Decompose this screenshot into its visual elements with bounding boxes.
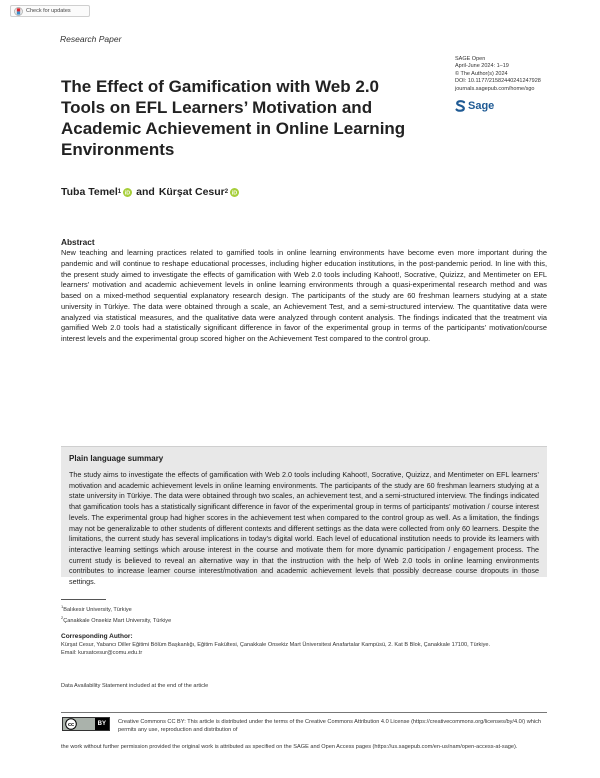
svg-text:cc: cc: [67, 722, 75, 729]
license-divider: [61, 712, 547, 713]
affiliations: [61, 603, 171, 625]
author-conjunction: and: [136, 186, 155, 198]
journal-copyright: © The Author(s) 2024: [455, 70, 508, 77]
plain-language-summary-box: [61, 446, 547, 587]
sage-s-icon: [455, 100, 466, 112]
check-for-updates-badge[interactable]: [10, 5, 90, 17]
journal-issue: April-June 2024: 1–19: [455, 63, 509, 70]
corresponding-email[interactable]: Email: kursatcesur@comu.edu.tr: [61, 650, 143, 656]
author-name: Kürşat Cesur: [158, 186, 225, 198]
journal-url[interactable]: journals.sagepub.com/home/sgo: [455, 85, 535, 92]
svg-text:iD: iD: [231, 189, 238, 196]
journal-name: SAGE Open: [455, 56, 486, 62]
orcid-icon[interactable]: [230, 188, 239, 197]
sage-logo-text: Sage: [468, 100, 495, 112]
sage-logo: [455, 100, 494, 112]
license-text: Creative Commons CC BY: This article is distributed under the terms of the Creative Commons Attribution 4.0 License (https://creativecommons.org/licenses/by/4.0/) which permits any use, reproduction and distribution of: [118, 719, 542, 734]
author-name: Tuba Temel: [61, 186, 118, 198]
corresponding-address: Kürşat Cesur, Yabancı Diller Eğitimi Bölüm Başkanlığı, Eğitim Fakültesi, Çanakkale Onsekiz Mart Üniversitesi Anafartalar Kampüsü, 2. Kat B Blok, Çanakkale 17100, Türkiye.: [61, 642, 491, 648]
plain-summary-text: The study aims to investigate the effects of gamification with Web 2.0 tools including Kahoot!, Socrative, Quizizz, and Mentimeter on EFL learners’ motivation and academic achievement levels in online learning environments. The participants of the study are 60 freshman learners studying at a state university in Türkiye. The data were obtained through two scales, an achievement test, and a semi-structured interview. The findings indicated that gamification tools has a statistically significant difference in favor of the experimental group in terms of participants’ motivation / course interest levels. The experimental group had higher scores in the achievement test when compared to the control group as well. As a limitation, the findings may not be generalizable to other students of different contexts and different settings as the data were collected from only 60 learners. Despite the limitations, the current study has several implications in today’s digital world. Each level of educational institution needs to provide its learners with interactive learning settings which arouse interest in the course and motivate them for more dynamic participation / engagement process. The current study is believed to reveal an alternative way in that the instruction with the help of Web 2.0 tools in online learning environments contributes to increase learner course interest/motivation and academic achievement levels that possibly decrease course dropouts in those settings.: [69, 470, 539, 587]
journal-doi[interactable]: DOI: 10.1177/21582440241247928: [455, 78, 541, 85]
corresponding-author: [61, 633, 547, 657]
affiliation-item: $^2$Çanakkale Onsekiz Mart University, Türkiye: [61, 614, 172, 624]
footnote-divider: [61, 599, 106, 600]
affiliation-item: $^1$Balıkesir University, Türkiye: [61, 604, 132, 613]
data-availability-note: Data Availability Statement included at the end of the article: [61, 683, 209, 689]
abstract-text: New teaching and learning practices related to gamified tools in online learning environments have become even more important during the pandemic and will continue to reshape educational processes, including higher education institutions, in the post-pandemic period. In line with this, the present study aimed to investigate the effects of gamification with Web 2.0 tools including Kahoot!, Socrative, Quizizz, and Mentimeter on EFL learners’ motivation and academic achievement levels in online learning environments through a quasi-experimental research method and was based on a mixed-method sequential explanatory research design. The participants of the study are 60 freshman learners studying at a state university in Türkiye. The data were obtained through a scale, an Achievement Test, and a semi-structured interview. The quantitative data were analyzed via statistical measures, and the qualitative data were analyzed through content analysis. The findings indicated that the treatment via gamified Web 2.0 tools had a statistically significant difference in favor of the experimental group in terms of the participants’ motivation/course interest levels and the experimental group scored higher on the Achievement Test compared to the control group.: [61, 248, 547, 343]
plain-summary-heading: Plain language summary: [69, 454, 164, 463]
author-list: Tuba Temel 1 iD and Kürşat Cesur 2 iD: [61, 186, 238, 198]
abstract-heading: Abstract: [61, 237, 95, 247]
abstract-section: [61, 237, 547, 345]
creative-commons-icon: [65, 718, 77, 730]
check-for-updates-label: Check for updates: [26, 8, 71, 14]
svg-text:iD: iD: [124, 189, 131, 196]
license-text-continued: the work without further permission provided the original work is attributed as specified on the SAGE and Open Access pages (https://us.sagepub.com/en-us/nam/open-access-at-sage).: [61, 744, 518, 750]
article-title: The Effect of Gamification with Web 2.0 Tools on EFL Learners’ Motivation and Academic Achievement in Online Learning Environments: [61, 77, 406, 159]
creative-commons-badge[interactable]: [62, 717, 110, 731]
crossmark-icon: [14, 7, 23, 16]
cc-by-label: BY: [95, 718, 109, 730]
journal-meta: [455, 56, 541, 93]
corresponding-heading: Corresponding Author:: [61, 633, 133, 640]
orcid-icon[interactable]: [123, 188, 132, 197]
paper-type-label: Research Paper: [60, 34, 122, 44]
